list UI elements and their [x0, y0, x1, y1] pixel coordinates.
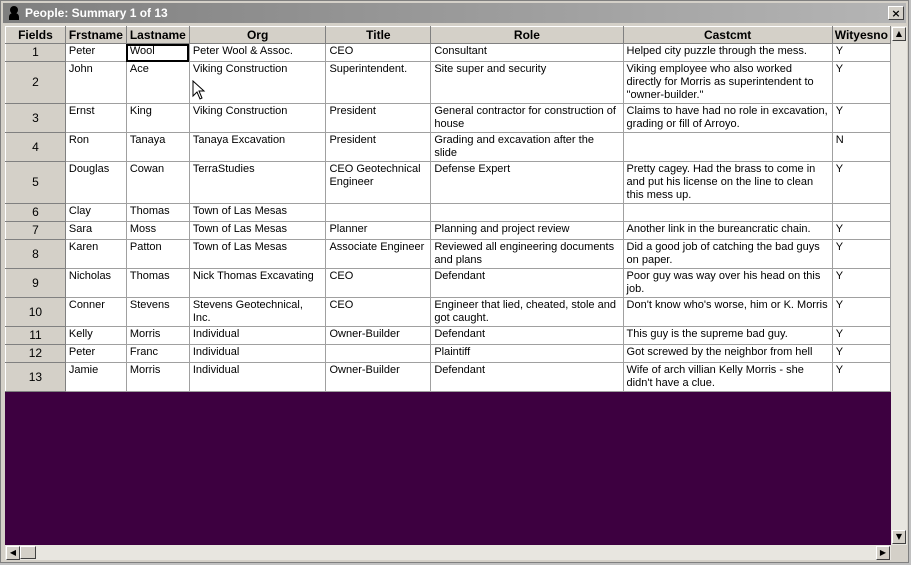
wityesno-cell[interactable]: Y: [832, 327, 890, 345]
wityesno-cell[interactable]: Y: [832, 162, 890, 204]
title-cell[interactable]: President: [326, 104, 431, 133]
wityesno-cell[interactable]: Y: [832, 62, 890, 104]
role-cell[interactable]: Engineer that lied, cheated, stole and got caught.: [431, 298, 623, 327]
header-row: [6, 27, 891, 44]
scroll-up-button[interactable]: ▲: [892, 27, 906, 41]
last-name-cell[interactable]: Moss: [126, 222, 189, 240]
column-header-wityesno[interactable]: Wityesno: [832, 27, 890, 44]
org-cell[interactable]: Individual: [189, 363, 326, 392]
table-row[interactable]: [6, 133, 891, 162]
last-name-cell[interactable]: Ace: [126, 62, 189, 104]
role-cell[interactable]: Grading and excavation after the slide: [431, 133, 623, 162]
castcmt-cell[interactable]: Helped city puzzle through the mess.: [623, 44, 832, 62]
first-name-cell[interactable]: Ron: [65, 133, 126, 162]
first-name-cell[interactable]: John: [65, 62, 126, 104]
org-cell[interactable]: Nick Thomas Excavating: [189, 269, 326, 298]
wityesno-cell[interactable]: Y: [832, 363, 890, 392]
scroll-down-button[interactable]: ▼: [892, 530, 906, 544]
table-row[interactable]: [6, 62, 891, 104]
column-header-title[interactable]: Title: [326, 27, 431, 44]
org-cell[interactable]: Peter Wool & Assoc.: [189, 44, 326, 62]
scrollbar-corner: [891, 545, 907, 560]
first-name-cell[interactable]: Sara: [65, 222, 126, 240]
first-name-cell[interactable]: Jamie: [65, 363, 126, 392]
wityesno-cell[interactable]: Y: [832, 298, 890, 327]
castcmt-cell[interactable]: Poor guy was way over his head on this job.: [623, 269, 832, 298]
wityesno-cell[interactable]: Y: [832, 222, 890, 240]
last-name-cell[interactable]: Tanaya: [126, 133, 189, 162]
role-cell[interactable]: [431, 204, 623, 222]
castcmt-cell[interactable]: [623, 204, 832, 222]
org-cell[interactable]: Individual: [189, 345, 326, 363]
table-row[interactable]: [6, 44, 891, 62]
column-header-castcmt[interactable]: Castcmt: [623, 27, 832, 44]
row-number-cell[interactable]: 1: [6, 44, 66, 62]
first-name-cell[interactable]: Peter: [65, 345, 126, 363]
row-number-cell[interactable]: 6: [6, 204, 66, 222]
role-cell[interactable]: Site super and security: [431, 62, 623, 104]
title-cell[interactable]: [326, 204, 431, 222]
row-number-cell[interactable]: 2: [6, 62, 66, 104]
table-row[interactable]: [6, 222, 891, 240]
castcmt-cell[interactable]: Another link in the bureancratic chain.: [623, 222, 832, 240]
org-cell[interactable]: Individual: [189, 327, 326, 345]
last-name-cell[interactable]: Franc: [126, 345, 189, 363]
castcmt-cell[interactable]: Viking employee who also worked directly for Morris as superintendent to "owner-builder.": [623, 62, 832, 104]
title-bar[interactable]: [3, 3, 906, 23]
castcmt-cell[interactable]: Don't know who's worse, him or K. Morris: [623, 298, 832, 327]
wityesno-cell[interactable]: N: [832, 133, 890, 162]
first-name-cell[interactable]: Douglas: [65, 162, 126, 204]
row-number-cell[interactable]: 7: [6, 222, 66, 240]
first-name-cell[interactable]: Peter: [65, 44, 126, 62]
org-cell[interactable]: Town of Las Mesas: [189, 240, 326, 269]
table-row[interactable]: [6, 162, 891, 204]
castcmt-cell[interactable]: Pretty cagey. Had the brass to come in and put his license on the line to clean this mess up.: [623, 162, 832, 204]
wityesno-cell[interactable]: Y: [832, 269, 890, 298]
table-row[interactable]: [6, 104, 891, 133]
first-name-cell[interactable]: Clay: [65, 204, 126, 222]
first-name-cell[interactable]: Conner: [65, 298, 126, 327]
first-name-cell[interactable]: Ernst: [65, 104, 126, 133]
role-cell[interactable]: Defendant: [431, 363, 623, 392]
horizontal-scrollbar[interactable]: [5, 545, 891, 560]
org-cell[interactable]: TerraStudies: [189, 162, 326, 204]
last-name-cell[interactable]: King: [126, 104, 189, 133]
scroll-left-button[interactable]: ◀: [6, 546, 20, 560]
org-cell[interactable]: Town of Las Mesas: [189, 222, 326, 240]
title-cell[interactable]: Owner-Builder: [326, 363, 431, 392]
row-number-cell[interactable]: 13: [6, 363, 66, 392]
last-name-cell[interactable]: Cowan: [126, 162, 189, 204]
table-row[interactable]: [6, 269, 891, 298]
org-cell[interactable]: Viking Construction: [189, 104, 326, 133]
row-number-cell[interactable]: 8: [6, 240, 66, 269]
close-button[interactable]: ×: [888, 6, 904, 20]
last-name-cell[interactable]: Stevens: [126, 298, 189, 327]
last-name-cell[interactable]: Morris: [126, 327, 189, 345]
title-cell[interactable]: President: [326, 133, 431, 162]
title-cell[interactable]: CEO: [326, 269, 431, 298]
mouse-pointer-icon: [192, 80, 206, 100]
row-number-cell[interactable]: 5: [6, 162, 66, 204]
castcmt-cell[interactable]: Wife of arch villian Kelly Morris - she didn't have a clue.: [623, 363, 832, 392]
org-cell[interactable]: Town of Las Mesas: [189, 204, 326, 222]
castcmt-cell[interactable]: [623, 133, 832, 162]
first-name-cell[interactable]: Nicholas: [65, 269, 126, 298]
column-header-org[interactable]: Org: [189, 27, 326, 44]
column-header-lastname[interactable]: Lastname: [126, 27, 189, 44]
wityesno-cell[interactable]: Y: [832, 240, 890, 269]
role-cell[interactable]: Consultant: [431, 44, 623, 62]
table-row[interactable]: [6, 345, 891, 363]
wityesno-cell[interactable]: [832, 204, 890, 222]
wityesno-cell[interactable]: Y: [832, 44, 890, 62]
title-cell[interactable]: CEO: [326, 44, 431, 62]
last-name-cell[interactable]: Thomas: [126, 204, 189, 222]
title-cell[interactable]: [326, 345, 431, 363]
last-name-cell[interactable]: Patton: [126, 240, 189, 269]
first-name-cell[interactable]: Karen: [65, 240, 126, 269]
person-icon: [7, 6, 21, 20]
title-cell[interactable]: Superintendent.: [326, 62, 431, 104]
table-row[interactable]: [6, 298, 891, 327]
castcmt-cell[interactable]: Did a good job of catching the bad guys on paper.: [623, 240, 832, 269]
row-number-cell[interactable]: 4: [6, 133, 66, 162]
column-header-fields[interactable]: Fields: [6, 27, 66, 44]
row-number-cell[interactable]: 9: [6, 269, 66, 298]
title-cell[interactable]: CEO Geotechnical Engineer: [326, 162, 431, 204]
last-name-cell[interactable]: Wool: [126, 44, 189, 62]
role-cell[interactable]: Defendant: [431, 327, 623, 345]
table-row[interactable]: [6, 204, 891, 222]
first-name-cell[interactable]: Kelly: [65, 327, 126, 345]
data-grid: [5, 26, 891, 545]
role-cell[interactable]: Reviewed all engineering documents and plans: [431, 240, 623, 269]
role-cell[interactable]: General contractor for construction of house: [431, 104, 623, 133]
vertical-scrollbar[interactable]: [891, 26, 907, 545]
role-cell[interactable]: Defendant: [431, 269, 623, 298]
org-cell[interactable]: Viking Construction: [189, 62, 326, 104]
people-table: [5, 26, 891, 392]
table-row[interactable]: [6, 240, 891, 269]
wityesno-cell[interactable]: Y: [832, 104, 890, 133]
title-cell[interactable]: Associate Engineer: [326, 240, 431, 269]
title-cell[interactable]: Planner: [326, 222, 431, 240]
row-number-cell[interactable]: 3: [6, 104, 66, 133]
last-name-cell[interactable]: Thomas: [126, 269, 189, 298]
horizontal-scroll-thumb[interactable]: [20, 546, 36, 559]
row-number-cell[interactable]: 10: [6, 298, 66, 327]
table-row[interactable]: [6, 327, 891, 345]
column-header-role[interactable]: Role: [431, 27, 623, 44]
castcmt-cell[interactable]: Claims to have had no role in excavation, grading or fill of Arroyo.: [623, 104, 832, 133]
castcmt-cell[interactable]: This guy is the supreme bad guy.: [623, 327, 832, 345]
title-cell[interactable]: CEO: [326, 298, 431, 327]
table-row[interactable]: [6, 363, 891, 392]
scroll-right-button[interactable]: ▶: [876, 546, 890, 560]
role-cell[interactable]: Planning and project review: [431, 222, 623, 240]
castcmt-cell[interactable]: Got screwed by the neighbor from hell: [623, 345, 832, 363]
org-cell[interactable]: Stevens Geotechnical, Inc.: [189, 298, 326, 327]
last-name-cell[interactable]: Morris: [126, 363, 189, 392]
row-number-cell[interactable]: 12: [6, 345, 66, 363]
row-number-cell[interactable]: 11: [6, 327, 66, 345]
role-cell[interactable]: Defense Expert: [431, 162, 623, 204]
window-title: People: Summary 1 of 13: [25, 6, 168, 20]
role-cell[interactable]: Plaintiff: [431, 345, 623, 363]
column-header-frstname[interactable]: Frstname: [65, 27, 126, 44]
wityesno-cell[interactable]: Y: [832, 345, 890, 363]
title-cell[interactable]: Owner-Builder: [326, 327, 431, 345]
org-cell[interactable]: Tanaya Excavation: [189, 133, 326, 162]
